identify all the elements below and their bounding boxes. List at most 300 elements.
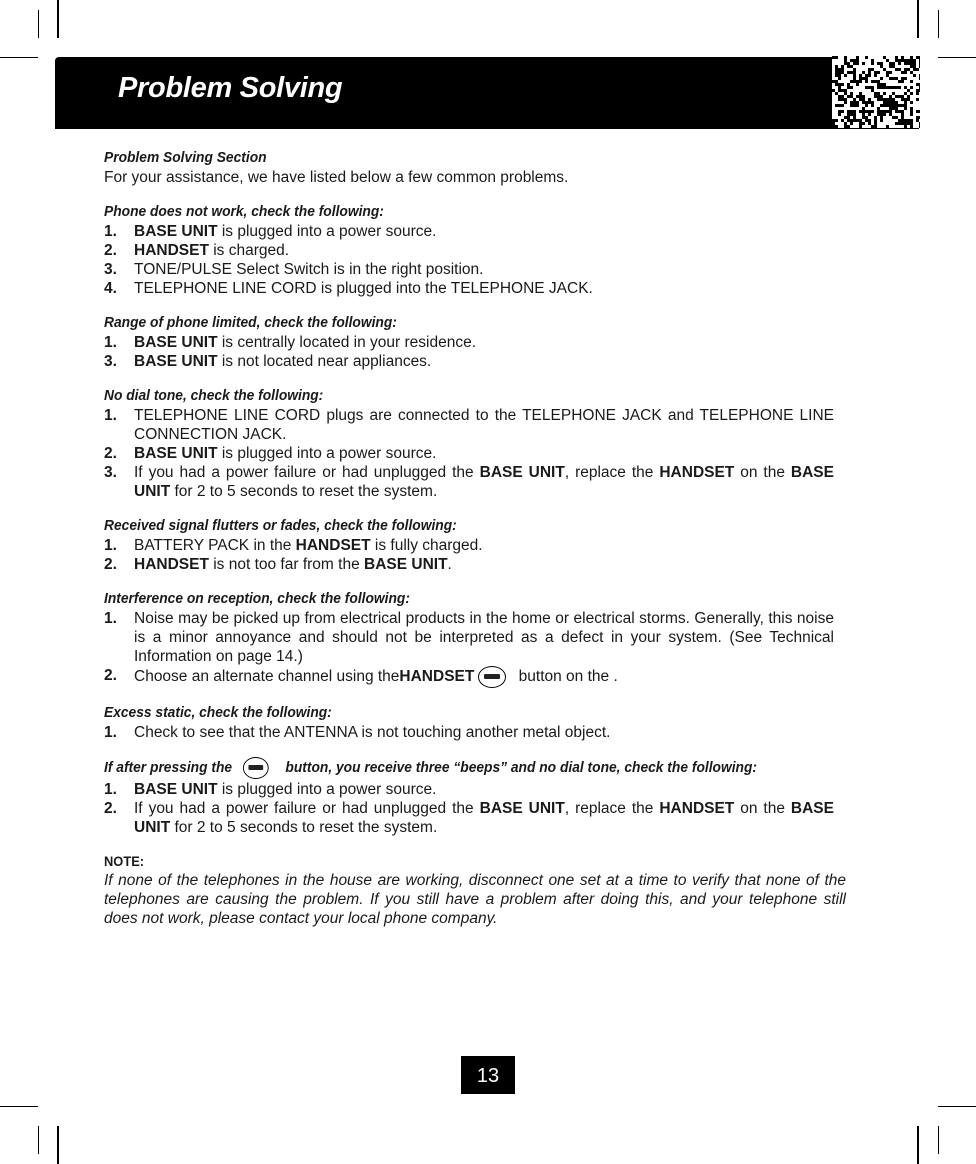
item-text — [134, 609, 834, 666]
barcode-cell — [916, 83, 919, 86]
barcode-cell — [898, 68, 901, 71]
barcode-cell — [904, 104, 907, 107]
barcode-cell — [862, 77, 865, 80]
barcode-cell — [850, 101, 853, 104]
barcode-cell — [859, 110, 862, 113]
barcode-cell — [835, 80, 838, 83]
barcode-cell — [889, 107, 892, 110]
barcode-cell — [889, 62, 892, 65]
problem-section — [104, 703, 834, 742]
barcode-cell — [880, 95, 883, 98]
barcode-cell — [919, 74, 920, 77]
barcode-cell — [877, 110, 880, 113]
barcode-cell — [895, 122, 898, 125]
crop-mark — [917, 1126, 919, 1164]
page-title: Problem Solving — [118, 72, 343, 104]
barcode-cell — [892, 77, 895, 80]
barcode-cell — [904, 62, 907, 65]
barcode-cell — [871, 62, 874, 65]
crop-mark — [938, 57, 976, 58]
barcode-cell — [871, 89, 874, 92]
barcode-cell — [901, 113, 904, 116]
barcode-cell — [916, 119, 919, 122]
emphasis-text: BASE UNIT — [134, 334, 218, 351]
barcode-cell — [919, 110, 920, 113]
barcode-cell — [862, 62, 865, 65]
item-text-part: . — [447, 556, 452, 573]
barcode-cell — [895, 110, 898, 113]
barcode-cell — [898, 62, 901, 65]
document-body — [104, 148, 846, 943]
barcode-cell — [862, 110, 865, 113]
barcode-cell — [901, 77, 904, 80]
barcode-cell — [895, 95, 898, 98]
list-item — [104, 333, 834, 352]
item-number: 4. — [104, 280, 117, 297]
note-section — [104, 852, 846, 928]
barcode-cell — [883, 110, 886, 113]
barcode-cell — [877, 62, 880, 65]
barcode-cell — [856, 83, 859, 86]
barcode-cell — [892, 62, 895, 65]
list-item — [104, 555, 834, 574]
barcode-cell — [880, 62, 883, 65]
barcode-cell — [853, 110, 856, 113]
section-heading: Phone does not work, check the following: — [104, 203, 384, 220]
section-heading: Interference on reception, check the following: — [104, 590, 410, 607]
barcode-cell — [859, 77, 862, 80]
barcode-cell — [853, 74, 856, 77]
barcode-cell — [886, 71, 889, 74]
barcode-cell — [874, 125, 877, 128]
list-item — [104, 279, 834, 298]
barcode-cell — [901, 95, 904, 98]
barcode-cell — [883, 86, 886, 89]
barcode-cell — [880, 77, 883, 80]
barcode-cell — [850, 86, 853, 89]
barcode-cell — [844, 116, 847, 119]
barcode-cell — [865, 56, 868, 59]
barcode-cell — [853, 68, 856, 71]
barcode-cell — [835, 56, 838, 59]
item-text-part: is not located near appliances. — [217, 353, 432, 370]
barcode-cell — [901, 110, 904, 113]
barcode-cell — [877, 83, 880, 86]
barcode-cell — [847, 119, 850, 122]
barcode-cell — [895, 68, 898, 71]
barcode-cell — [859, 80, 862, 83]
emphasis-text: HANDSET — [295, 537, 371, 554]
barcode-cell — [916, 68, 919, 71]
page-number: 13 — [461, 1056, 515, 1094]
barcode-cell — [850, 122, 853, 125]
item-text — [134, 279, 834, 298]
item-text-part: is fully charged. — [370, 537, 483, 554]
barcode-cell — [865, 104, 868, 107]
barcode-cell — [847, 116, 850, 119]
barcode-cell — [889, 113, 892, 116]
barcode-cell — [880, 119, 883, 122]
barcode-cell — [883, 56, 886, 59]
barcode-cell — [910, 62, 913, 65]
item-text-part: TELEPHONE LINE CORD plugs are connected to the TELEPHONE JACK and TELEPHONE LINE CONNECTION JACK. — [134, 407, 834, 443]
crop-mark — [938, 1106, 976, 1107]
barcode-cell — [865, 80, 868, 83]
barcode-cell — [847, 110, 850, 113]
list-item — [104, 260, 834, 279]
barcode-cell — [886, 98, 889, 101]
barcode-cell — [904, 98, 907, 101]
barcode-cell — [856, 104, 859, 107]
barcode-cell — [919, 83, 920, 86]
barcode-cell — [865, 101, 868, 104]
barcode-cell — [868, 74, 871, 77]
barcode-cell — [880, 116, 883, 119]
item-text — [134, 406, 834, 444]
barcode-cell — [877, 107, 880, 110]
barcode-cell — [877, 86, 880, 89]
barcode-cell — [835, 104, 838, 107]
barcode-cell — [871, 125, 874, 128]
item-text — [134, 352, 834, 371]
barcode-cell — [838, 89, 841, 92]
item-text-part: If you had a power failure or had unplugged the — [134, 800, 480, 817]
heading-text: If after pressing the — [104, 758, 233, 776]
crop-mark — [0, 1106, 38, 1107]
barcode-cell — [868, 110, 871, 113]
barcode-cell — [877, 92, 880, 95]
item-text-part: is charged. — [208, 242, 290, 259]
barcode-cell — [847, 95, 850, 98]
item-text-part: TELEPHONE LINE CORD is plugged into the TELEPHONE JACK. — [134, 280, 593, 297]
barcode-cell — [910, 80, 913, 83]
barcode-cell — [865, 74, 868, 77]
barcode-cell — [895, 116, 898, 119]
barcode-cell — [844, 74, 847, 77]
item-text — [134, 799, 834, 837]
barcode-cell — [865, 119, 868, 122]
barcode-cell — [856, 119, 859, 122]
barcode-cell — [904, 68, 907, 71]
item-text-part: Choose an alternate channel using the — [134, 668, 400, 686]
barcode-cell — [901, 119, 904, 122]
barcode-cell — [907, 119, 910, 122]
barcode-cell — [910, 65, 913, 68]
barcode-cell — [838, 71, 841, 74]
channel-button-icon — [478, 666, 506, 688]
crop-mark — [38, 1126, 39, 1154]
barcode-cell — [844, 101, 847, 104]
barcode-cell — [838, 104, 841, 107]
barcode-cell — [841, 104, 844, 107]
barcode-cell — [916, 110, 919, 113]
barcode-cell — [874, 116, 877, 119]
item-text-part: is plugged into a power source. — [217, 781, 437, 798]
barcode-cell — [847, 113, 850, 116]
barcode-cell — [856, 95, 859, 98]
item-text-part: for 2 to 5 seconds to reset the system. — [170, 483, 438, 500]
barcode-cell — [904, 71, 907, 74]
barcode-cell — [904, 101, 907, 104]
barcode-cell — [907, 89, 910, 92]
section-heading: No dial tone, check the following: — [104, 387, 324, 404]
item-text — [134, 780, 834, 799]
item-number: 3. — [104, 353, 117, 370]
barcode-cell — [910, 56, 913, 59]
heading-text: button, you receive three “beeps” and no dial tone, check the following: — [285, 758, 757, 776]
item-number: 2. — [104, 445, 117, 462]
intro-section — [104, 148, 834, 187]
barcode-cell — [862, 98, 865, 101]
barcode-cell — [904, 119, 907, 122]
emphasis-text: HANDSET — [659, 800, 735, 817]
barcode-cell — [835, 83, 838, 86]
barcode-cell — [877, 95, 880, 98]
barcode-cell — [874, 119, 877, 122]
list-item — [104, 222, 834, 241]
list-item — [104, 463, 834, 501]
barcode-cell — [889, 104, 892, 107]
barcode-cell — [892, 107, 895, 110]
barcode-cell — [910, 110, 913, 113]
barcode-cell — [832, 89, 835, 92]
barcode-cell — [868, 71, 871, 74]
barcode-cell — [877, 71, 880, 74]
item-text-part: for 2 to 5 seconds to reset the system. — [170, 819, 438, 836]
barcode-cell — [841, 71, 844, 74]
barcode-cell — [898, 119, 901, 122]
barcode-cell — [847, 62, 850, 65]
barcode-cell — [919, 62, 920, 65]
barcode-cell — [838, 77, 841, 80]
barcode-cell — [919, 65, 920, 68]
barcode-cell — [850, 104, 853, 107]
barcode-cell — [841, 89, 844, 92]
barcode-cell — [850, 110, 853, 113]
list-item — [104, 352, 834, 371]
barcode-cell — [919, 116, 920, 119]
barcode-cell — [904, 77, 907, 80]
emphasis-text: BASE UNIT — [479, 800, 565, 817]
barcode-cell — [835, 125, 838, 128]
list-item — [104, 780, 834, 799]
barcode-cell — [868, 119, 871, 122]
barcode-cell — [856, 59, 859, 62]
barcode-cell — [901, 71, 904, 74]
problem-section — [104, 313, 834, 371]
barcode-cell — [904, 122, 907, 125]
item-text — [134, 555, 834, 574]
barcode-cell — [886, 86, 889, 89]
barcode-cell — [910, 71, 913, 74]
barcode-cell — [895, 77, 898, 80]
barcode-cell — [844, 59, 847, 62]
barcode-cell — [889, 98, 892, 101]
barcode-cell — [883, 92, 886, 95]
barcode-cell — [892, 86, 895, 89]
barcode-cell — [874, 122, 877, 125]
barcode-cell — [889, 86, 892, 89]
barcode-cell — [859, 92, 862, 95]
barcode-cell — [916, 98, 919, 101]
barcode-pattern — [832, 56, 920, 128]
crop-mark — [38, 10, 39, 38]
barcode-cell — [892, 65, 895, 68]
barcode-cell — [901, 98, 904, 101]
list-item — [104, 723, 834, 742]
barcode-cell — [847, 125, 850, 128]
item-number: 1. — [104, 724, 117, 741]
barcode-cell — [889, 71, 892, 74]
barcode-cell — [886, 59, 889, 62]
barcode-cell — [907, 68, 910, 71]
crop-mark — [57, 1126, 59, 1164]
barcode-cell — [859, 74, 862, 77]
barcode-cell — [880, 65, 883, 68]
barcode-cell — [838, 83, 841, 86]
barcode-cell — [901, 104, 904, 107]
barcode-cell — [871, 68, 874, 71]
barcode-cell — [889, 77, 892, 80]
emphasis-text: HANDSET — [659, 464, 735, 481]
item-number: 1. — [104, 610, 117, 627]
barcode-cell — [880, 83, 883, 86]
barcode-cell — [877, 113, 880, 116]
barcode-cell — [880, 113, 883, 116]
barcode-cell — [910, 113, 913, 116]
list-item — [104, 406, 834, 444]
barcode-cell — [835, 68, 838, 71]
barcode-cell — [835, 65, 838, 68]
barcode-cell — [850, 71, 853, 74]
barcode-cell — [835, 74, 838, 77]
barcode-cell — [853, 104, 856, 107]
barcode-cell — [838, 95, 841, 98]
list-item — [104, 799, 834, 837]
barcode-cell — [913, 74, 916, 77]
barcode-cell — [901, 122, 904, 125]
barcode-cell — [841, 98, 844, 101]
barcode-cell — [832, 80, 835, 83]
barcode-cell — [868, 101, 871, 104]
barcode-cell — [892, 98, 895, 101]
item-text-part: Check to see that the ANTENNA is not touching another metal object. — [134, 724, 611, 741]
barcode-cell — [916, 116, 919, 119]
barcode-cell — [904, 59, 907, 62]
item-text-part: If you had a power failure or had unplugged the — [134, 464, 480, 481]
note-label: NOTE: — [104, 853, 145, 869]
barcode-cell — [850, 95, 853, 98]
barcode-cell — [853, 113, 856, 116]
barcode-cell — [913, 65, 916, 68]
barcode-cell — [871, 59, 874, 62]
item-text — [134, 723, 834, 742]
barcode-cell — [832, 125, 835, 128]
barcode-cell — [898, 95, 901, 98]
crop-mark — [938, 10, 939, 38]
barcode-cell — [892, 116, 895, 119]
item-text-part: , replace the — [564, 800, 660, 817]
barcode-cell — [904, 92, 907, 95]
list-item — [104, 241, 834, 260]
barcode-cell — [859, 98, 862, 101]
barcode-cell — [907, 98, 910, 101]
barcode-cell — [898, 104, 901, 107]
barcode-cell — [889, 101, 892, 104]
barcode-cell — [847, 86, 850, 89]
item-number: 1. — [104, 537, 117, 554]
barcode-cell — [883, 101, 886, 104]
item-number: 1. — [104, 407, 117, 424]
barcode-cell — [910, 125, 913, 128]
barcode-cell — [895, 104, 898, 107]
barcode-cell — [844, 125, 847, 128]
item-text-part: is not too far from the — [208, 556, 364, 573]
item-text-part: is plugged into a power source. — [217, 223, 437, 240]
barcode-cell — [874, 95, 877, 98]
barcode-cell — [862, 116, 865, 119]
problem-section — [104, 516, 834, 574]
barcode-cell — [883, 83, 886, 86]
barcode-cell — [841, 83, 844, 86]
barcode-cell — [862, 71, 865, 74]
item-number: 2. — [104, 667, 117, 684]
barcode-cell — [853, 116, 856, 119]
barcode-cell — [838, 110, 841, 113]
barcode-cell — [850, 119, 853, 122]
barcode-cell — [841, 95, 844, 98]
barcode-cell — [913, 68, 916, 71]
intro-text: For your assistance, we have listed below a few common problems. — [104, 169, 569, 186]
barcode-cell — [886, 101, 889, 104]
barcode-cell — [904, 107, 907, 110]
barcode-cell — [898, 122, 901, 125]
item-text-part: button on the — [514, 668, 614, 686]
barcode-cell — [886, 110, 889, 113]
item-number: 2. — [104, 242, 117, 259]
emphasis-text: BASE UNIT — [479, 464, 565, 481]
barcode-cell — [904, 86, 907, 89]
emphasis-text: BASE UNIT — [134, 464, 834, 500]
barcode-cell — [910, 119, 913, 122]
barcode-cell — [850, 65, 853, 68]
barcode-cell — [853, 119, 856, 122]
barcode-cell — [868, 68, 871, 71]
barcode-cell — [850, 113, 853, 116]
item-number: 2. — [104, 556, 117, 573]
barcode-cell — [859, 122, 862, 125]
barcode-cell — [859, 95, 862, 98]
problem-sections — [104, 202, 834, 837]
barcode-cell — [895, 56, 898, 59]
barcode-cell — [832, 56, 835, 59]
item-text-part: BATTERY PACK in the — [134, 537, 296, 554]
section-heading: Problem Solving Section — [104, 149, 267, 166]
barcode-cell — [835, 92, 838, 95]
barcode-cell — [916, 92, 919, 95]
barcode-cell — [913, 62, 916, 65]
barcode-cell — [865, 77, 868, 80]
item-text — [134, 536, 834, 555]
barcode-cell — [907, 122, 910, 125]
note-text: If none of the telephones in the house are working, disconnect one set at a time to verify that none of the telephones are causing the problem. If you still have a problem after doing this, and your telephone still does not work, please contact your local phone company. — [104, 872, 846, 927]
list-item — [104, 536, 834, 555]
barcode-cell — [898, 110, 901, 113]
barcode-cell — [892, 92, 895, 95]
barcode-cell — [844, 98, 847, 101]
barcode-cell — [895, 107, 898, 110]
barcode-cell — [886, 104, 889, 107]
